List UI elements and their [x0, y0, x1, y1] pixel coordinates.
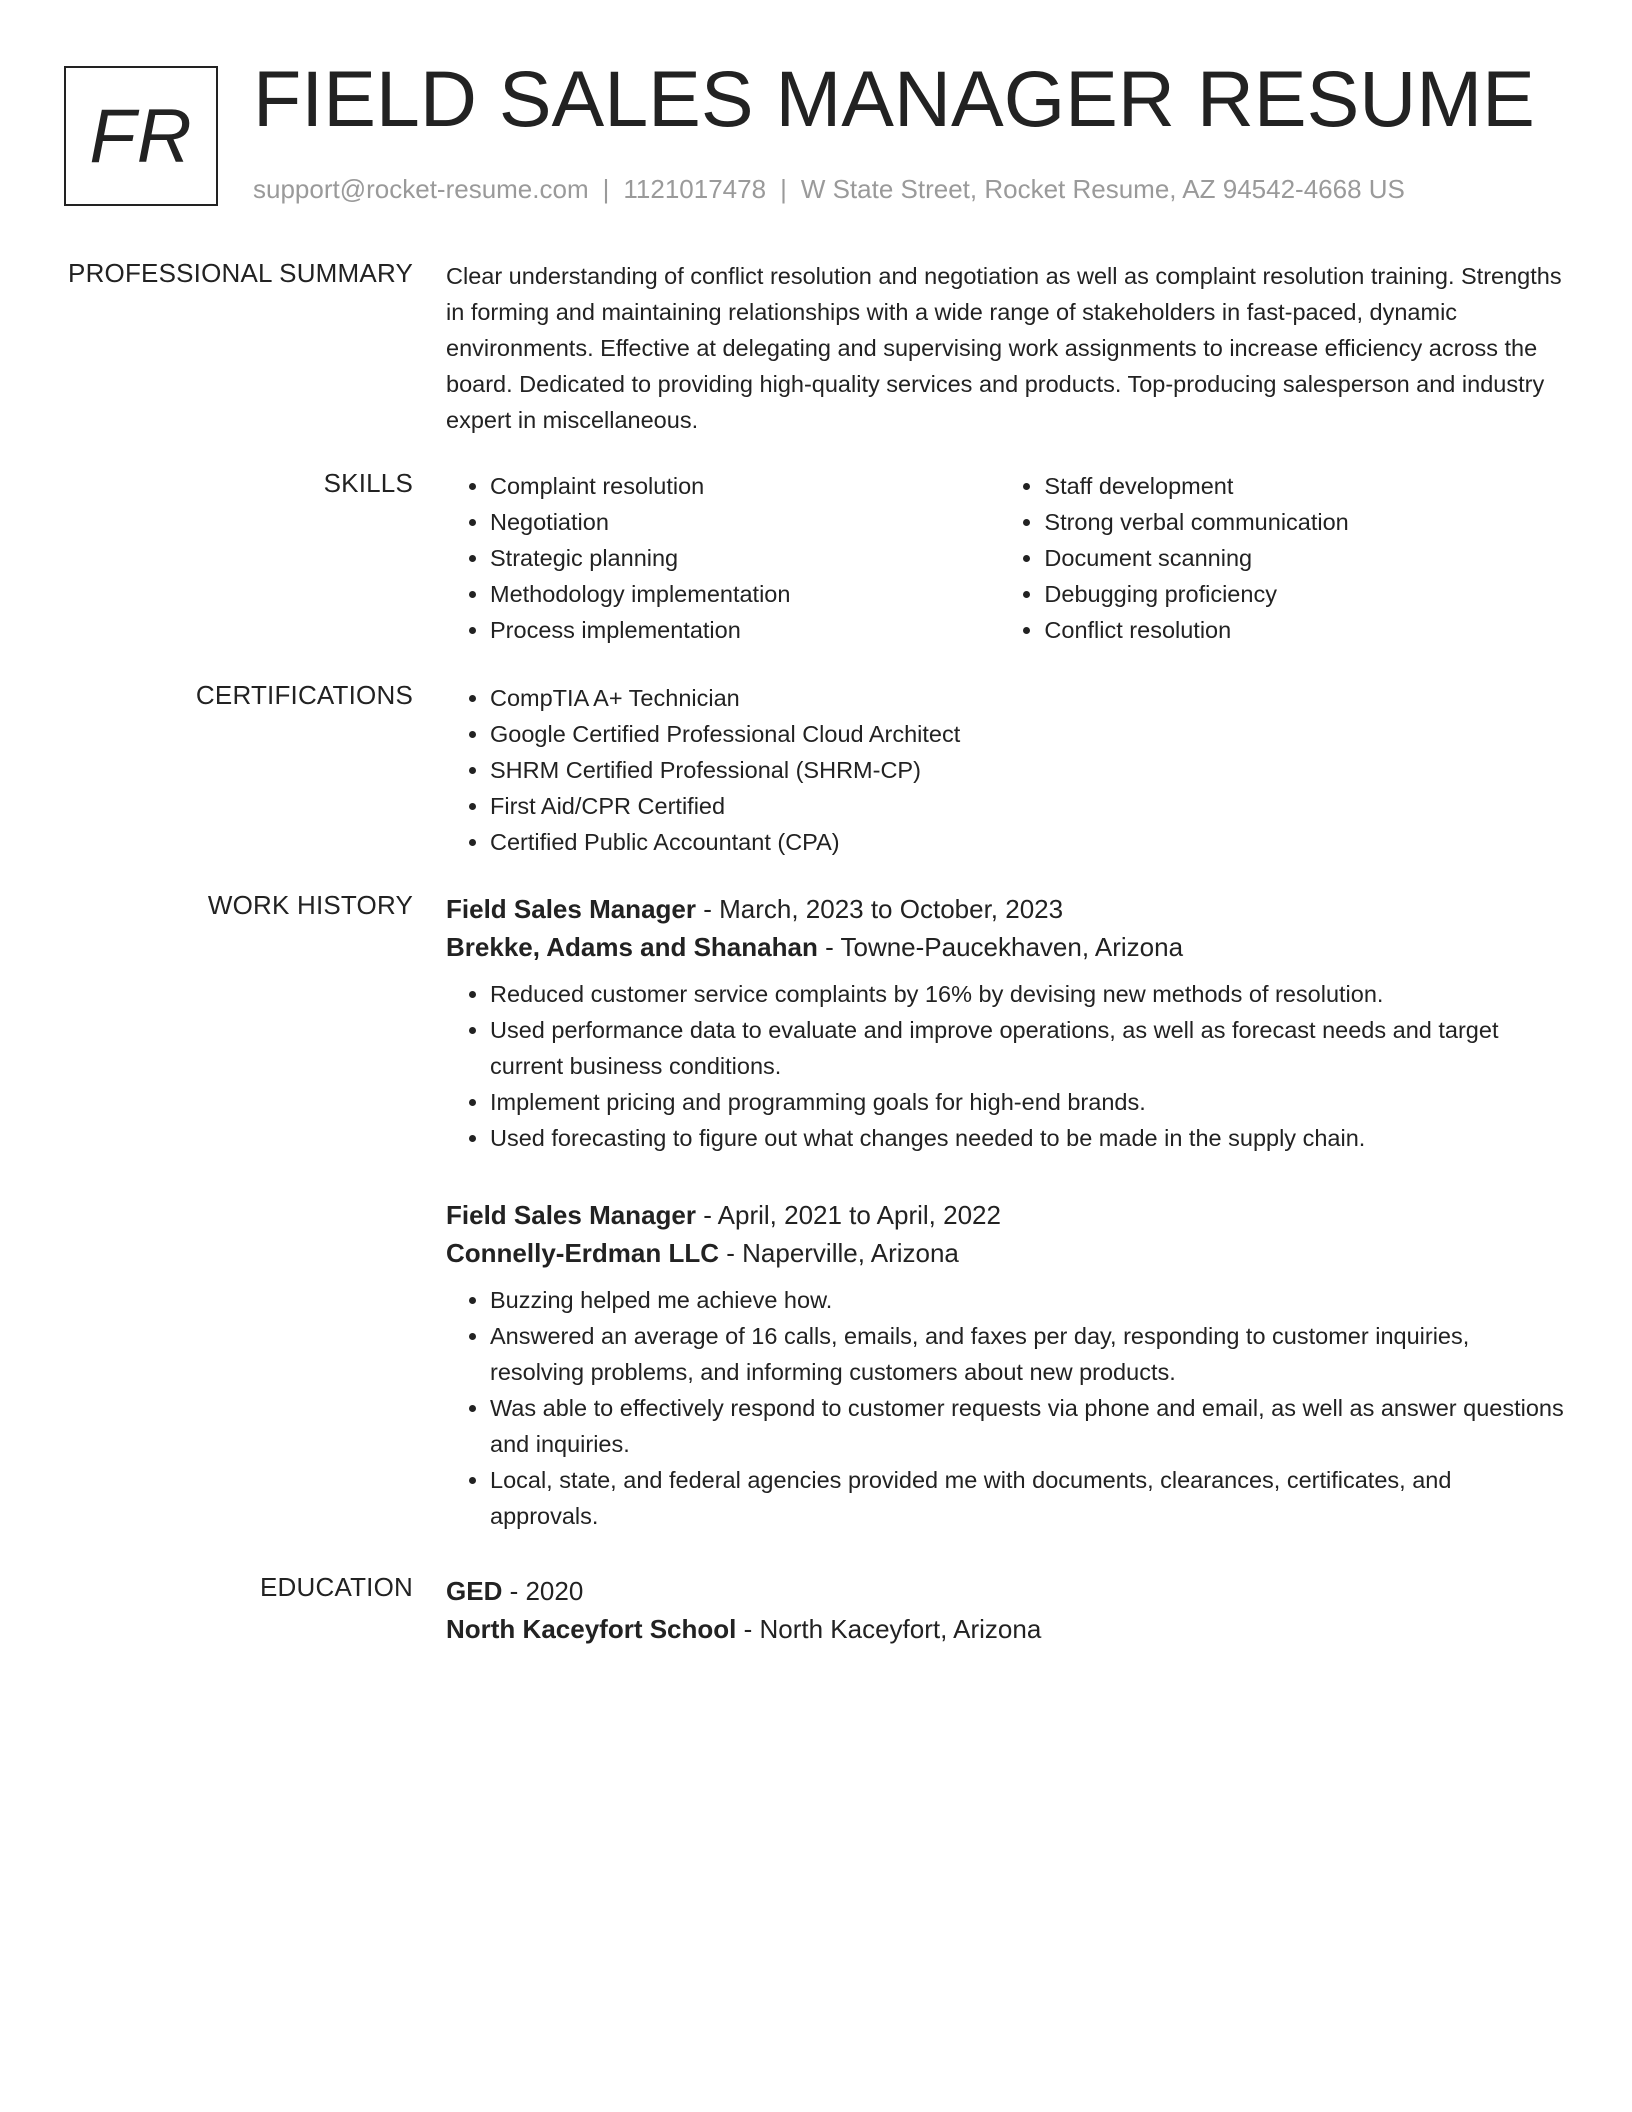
summary-label: PROFESSIONAL SUMMARY	[68, 258, 413, 288]
monogram-badge	[64, 66, 218, 206]
list-item: • CompTIA A+ Technician	[490, 680, 1566, 716]
list-item: • Used forecasting to figure out what changes needed to be made in the supply chain.	[490, 1120, 1566, 1156]
job-title: Field Sales Manager	[446, 1200, 696, 1230]
edu-school-line	[446, 1610, 1566, 1648]
list-item: • Implement pricing and programming goals for high-end brands.	[490, 1084, 1566, 1120]
education-label: EDUCATION	[260, 1572, 413, 1602]
job-company-line	[446, 928, 1566, 966]
summary-text: Clear understanding of conflict resolution and negotiation as well as complaint resolution training. Strengths in forming and maintaining relationships with a wide range of stakeholders in fast-paced, dynamic environments. Effective at delegating and supervising work assignments to increase efficiency across the board. Dedicated to providing high-quality services and products. Top-producing salesperson and industry expert in miscellaneous.	[446, 263, 1562, 433]
job-location: - Towne-Paucekhaven, Arizona	[817, 932, 1184, 962]
contact-line	[253, 174, 1405, 205]
list-item: • Negotiation	[490, 504, 1000, 540]
job-title: Field Sales Manager	[446, 894, 696, 924]
job-location: - Naperville, Arizona	[719, 1238, 959, 1268]
work-history-body	[446, 890, 1566, 1574]
summary-body	[446, 258, 1566, 438]
job-entry	[446, 1196, 1566, 1534]
monogram-initials: FR	[89, 93, 193, 179]
list-item: • Complaint resolution	[490, 468, 1000, 504]
list-item: • Strategic planning	[490, 540, 1000, 576]
list-item: • Used performance data to evaluate and improve operations, as well as forecast needs and target current business conditions.	[490, 1012, 1566, 1084]
job-dates: - March, 2023 to October, 2023	[695, 894, 1064, 924]
edu-degree: GED	[446, 1576, 503, 1606]
job-title-line	[446, 890, 1566, 928]
list-item: • Reduced customer service complaints by 16% by devising new methods of resolution.	[490, 976, 1566, 1012]
job-company: Connelly-Erdman LLC	[446, 1238, 720, 1268]
list-item: • Answered an average of 16 calls, emails, and faxes per day, responding to customer inquiries, resolving problems, and informing customers about new products.	[490, 1318, 1566, 1390]
list-item: • Was able to effectively respond to customer requests via phone and email, as well as answer questions and inquiries.	[490, 1390, 1566, 1462]
contact-separator: |	[602, 174, 610, 204]
edu-year: - 2020	[502, 1576, 584, 1606]
edu-degree-line	[446, 1572, 1566, 1610]
skills-body	[446, 468, 1566, 648]
certifications-list	[446, 680, 1566, 860]
list-item: • SHRM Certified Professional (SHRM-CP)	[490, 752, 1566, 788]
list-item: • Google Certified Professional Cloud Architect	[490, 716, 1566, 752]
edu-school: North Kaceyfort School	[446, 1614, 737, 1644]
education-body	[446, 1572, 1566, 1648]
contact-email: support@rocket-resume.com	[253, 174, 589, 204]
certifications-body	[446, 680, 1566, 860]
job-bullets	[446, 1282, 1566, 1534]
edu-location: - North Kaceyfort, Arizona	[736, 1614, 1042, 1644]
list-item: • Strong verbal communication	[1044, 504, 1566, 540]
list-item: • Debugging proficiency	[1044, 576, 1566, 612]
contact-address: W State Street, Rocket Resume, AZ 94542-4668 US	[800, 174, 1405, 204]
list-item: • Methodology implementation	[490, 576, 1000, 612]
skills-list-left	[446, 468, 1000, 648]
job-company: Brekke, Adams and Shanahan	[446, 932, 818, 962]
list-item: • Document scanning	[1044, 540, 1566, 576]
list-item: • Conflict resolution	[1044, 612, 1566, 648]
list-item: • First Aid/CPR Certified	[490, 788, 1566, 824]
page-title: FIELD SALES MANAGER RESUME	[253, 54, 1535, 143]
job-title-line	[446, 1196, 1566, 1234]
contact-phone: 1121017478	[623, 174, 767, 204]
job-entry	[446, 890, 1566, 1156]
job-bullets	[446, 976, 1566, 1156]
work-history-label: WORK HISTORY	[207, 890, 413, 920]
job-company-line	[446, 1234, 1566, 1272]
list-item: • Local, state, and federal agencies provided me with documents, clearances, certificates, and approvals.	[490, 1462, 1566, 1534]
certifications-label: CERTIFICATIONS	[195, 680, 413, 710]
list-item: • Buzzing helped me achieve how.	[490, 1282, 1566, 1318]
list-item: • Process implementation	[490, 612, 1000, 648]
skills-list-right	[1000, 468, 1566, 648]
list-item: • Staff development	[1044, 468, 1566, 504]
contact-separator: |	[780, 174, 787, 204]
list-item: • Certified Public Accountant (CPA)	[490, 824, 1566, 860]
job-dates: - April, 2021 to April, 2022	[695, 1200, 1001, 1230]
skills-label: SKILLS	[323, 468, 413, 498]
